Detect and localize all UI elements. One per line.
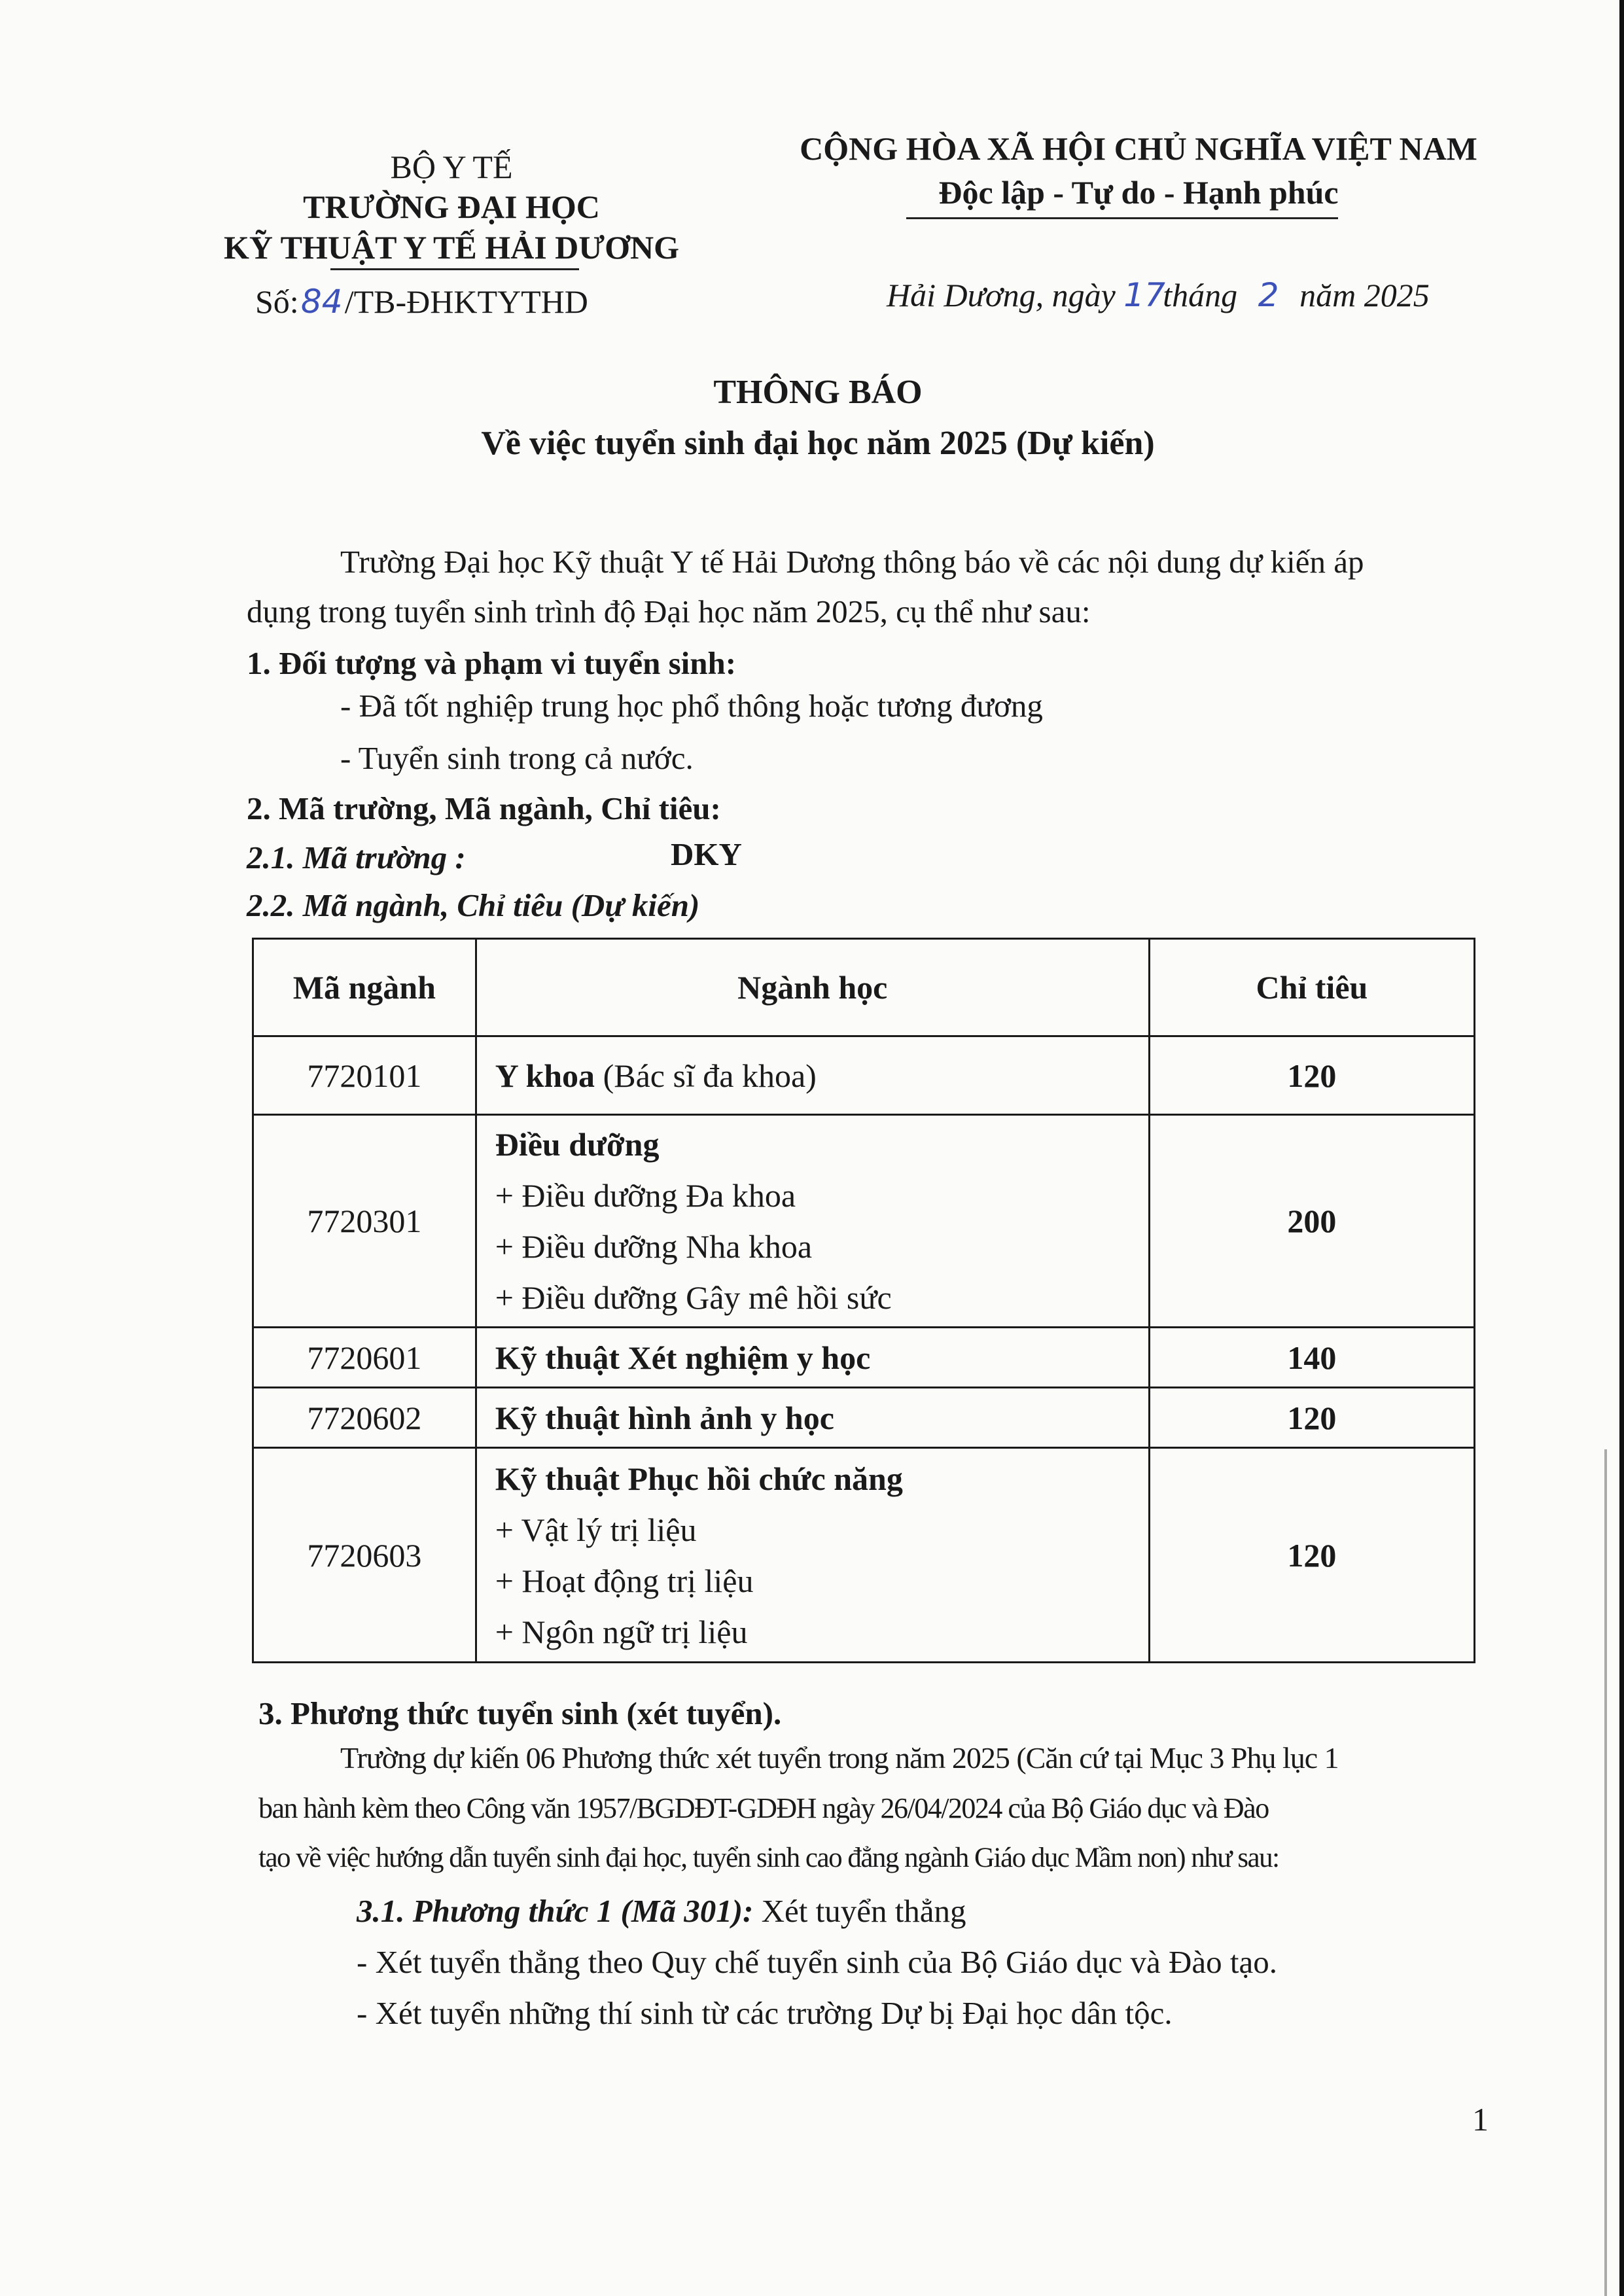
- row-major-sub: + Điều dưỡng Đa khoa: [495, 1177, 796, 1214]
- row-major-bold: Điều dưỡng: [495, 1126, 660, 1163]
- doc-no-suffix: /TB-ĐHKTYTHD: [344, 283, 588, 320]
- date-month-handwritten: 2: [1258, 276, 1279, 314]
- majors-table: [252, 938, 1475, 1663]
- row-major-sub: + Vật lý trị liệu: [495, 1511, 697, 1548]
- row-quota: 120: [1149, 1036, 1474, 1115]
- page-number: 1: [1472, 2101, 1489, 2138]
- section1-heading: 1. Đối tượng và phạm vi tuyển sinh:: [247, 645, 737, 681]
- row-major: [476, 1115, 1149, 1328]
- table-header-row: [253, 939, 1475, 1036]
- document-number: [255, 283, 588, 321]
- method1-item1: - Xét tuyển thẳng theo Quy chế tuyển sinh của Bộ Giáo dục và Đào tạo.: [357, 1944, 1278, 1980]
- national-motto: Độc lập - Tự do - Hạnh phúc: [938, 174, 1339, 211]
- major-quota-label: 2.2. Mã ngành, Chỉ tiêu (Dự kiến): [247, 887, 700, 923]
- header-code: Mã ngành: [253, 939, 476, 1036]
- intro-line2: dụng trong tuyển sinh trình độ Đại học năm 2025, cụ thể như sau:: [247, 593, 1091, 629]
- method1-line: [357, 1892, 966, 1930]
- notice-subtitle: Về việc tuyển sinh đại học năm 2025 (Dự kiến): [481, 425, 1155, 462]
- row-quota: 140: [1149, 1328, 1474, 1388]
- notice-title: THÔNG BÁO: [713, 374, 923, 411]
- section3-para-line3: tạo về việc hướng dẫn tuyển sinh đại học, tuyển sinh cao đẳng ngành Giáo dục Mầm non) như sau:: [258, 1843, 1279, 1873]
- scan-edge-faint: [1604, 1449, 1607, 2296]
- row-code: 7720101: [253, 1036, 476, 1115]
- row-major-sub: + Ngôn ngữ trị liệu: [495, 1613, 748, 1650]
- school-code-label: 2.1. Mã trường :: [247, 839, 466, 875]
- date-month-label: tháng: [1163, 277, 1238, 313]
- row-major: [476, 1388, 1149, 1448]
- school-name-line2: KỸ THUẬT Y TẾ HẢI DƯƠNG: [224, 229, 679, 266]
- section3-para-line1: Trường dự kiến 06 Phương thức xét tuyển trong năm 2025 (Căn cứ tại Mục 3 Phụ lục 1: [340, 1741, 1339, 1775]
- row-major-sub: + Hoạt động trị liệu: [495, 1562, 754, 1599]
- date-year: năm 2025: [1299, 277, 1430, 313]
- section3-para-line2: ban hành kèm theo Công văn 1957/BGDĐT-GDĐH ngày 26/04/2024 của Bộ Giáo dục và Đào: [258, 1792, 1269, 1824]
- intro-line1: Trường Đại học Kỹ thuật Y tế Hải Dương thông báo về các nội dung dự kiến áp: [340, 544, 1364, 580]
- date-line: [887, 276, 1430, 314]
- row-quota: 120: [1149, 1388, 1474, 1448]
- doc-no-prefix: Số:: [255, 283, 299, 320]
- row-major-bold: Y khoa: [495, 1057, 595, 1094]
- table-row: [253, 1115, 1475, 1328]
- row-major-bold: Kỹ thuật Xét nghiệm y học: [495, 1339, 871, 1376]
- date-day-handwritten: 17: [1123, 276, 1165, 314]
- row-major: [476, 1328, 1149, 1388]
- section1-item2: - Tuyển sinh trong cả nước.: [340, 740, 694, 776]
- row-code: 7720602: [253, 1388, 476, 1448]
- row-quota: 200: [1149, 1115, 1474, 1328]
- table-row: [253, 1388, 1475, 1448]
- header-major: Ngành học: [476, 939, 1149, 1036]
- row-code: 7720301: [253, 1115, 476, 1328]
- row-code: 7720601: [253, 1328, 476, 1388]
- section1-item1: - Đã tốt nghiệp trung học phổ thông hoặc tương đương: [340, 688, 1043, 724]
- table-row: [253, 1448, 1475, 1663]
- motto-underline: [906, 217, 1338, 219]
- table-row: [253, 1328, 1475, 1388]
- row-quota: 120: [1149, 1448, 1474, 1663]
- section3-heading: 3. Phương thức tuyển sinh (xét tuyển).: [258, 1695, 782, 1731]
- scan-edge: [1619, 0, 1624, 2296]
- row-major: [476, 1036, 1149, 1115]
- ministry-name: BỘ Y TẾ: [390, 149, 513, 185]
- method1-label: 3.1. Phương thức 1 (Mã 301):: [357, 1893, 754, 1929]
- row-code: 7720603: [253, 1448, 476, 1663]
- method1-text: Xét tuyển thẳng: [753, 1893, 966, 1929]
- school-name-line1: TRƯỜNG ĐẠI HỌC: [303, 188, 600, 225]
- table-row: [253, 1036, 1475, 1115]
- school-code-value: DKY: [671, 836, 742, 872]
- row-major-bold: Kỹ thuật hình ảnh y học: [495, 1399, 834, 1436]
- row-major-sub: + Điều dưỡng Gây mê hồi sức: [495, 1279, 892, 1316]
- method1-item2: - Xét tuyển những thí sinh từ các trường Dự bị Đại học dân tộc.: [357, 1995, 1173, 2031]
- row-major-bold: Kỹ thuật Phục hồi chức năng: [495, 1460, 903, 1497]
- header-left-underline: [330, 268, 579, 270]
- row-major: [476, 1448, 1149, 1663]
- country-name: CỘNG HÒA XÃ HỘI CHỦ NGHĨA VIỆT NAM: [800, 130, 1477, 167]
- doc-no-handwritten: 84: [300, 283, 343, 321]
- row-major-sub: + Điều dưỡng Nha khoa: [495, 1228, 813, 1265]
- row-major-rest: (Bác sĩ đa khoa): [595, 1057, 817, 1094]
- date-prefix: Hải Dương, ngày: [887, 277, 1116, 313]
- header-quota: Chỉ tiêu: [1149, 939, 1474, 1036]
- section2-heading: 2. Mã trường, Mã ngành, Chỉ tiêu:: [247, 790, 721, 826]
